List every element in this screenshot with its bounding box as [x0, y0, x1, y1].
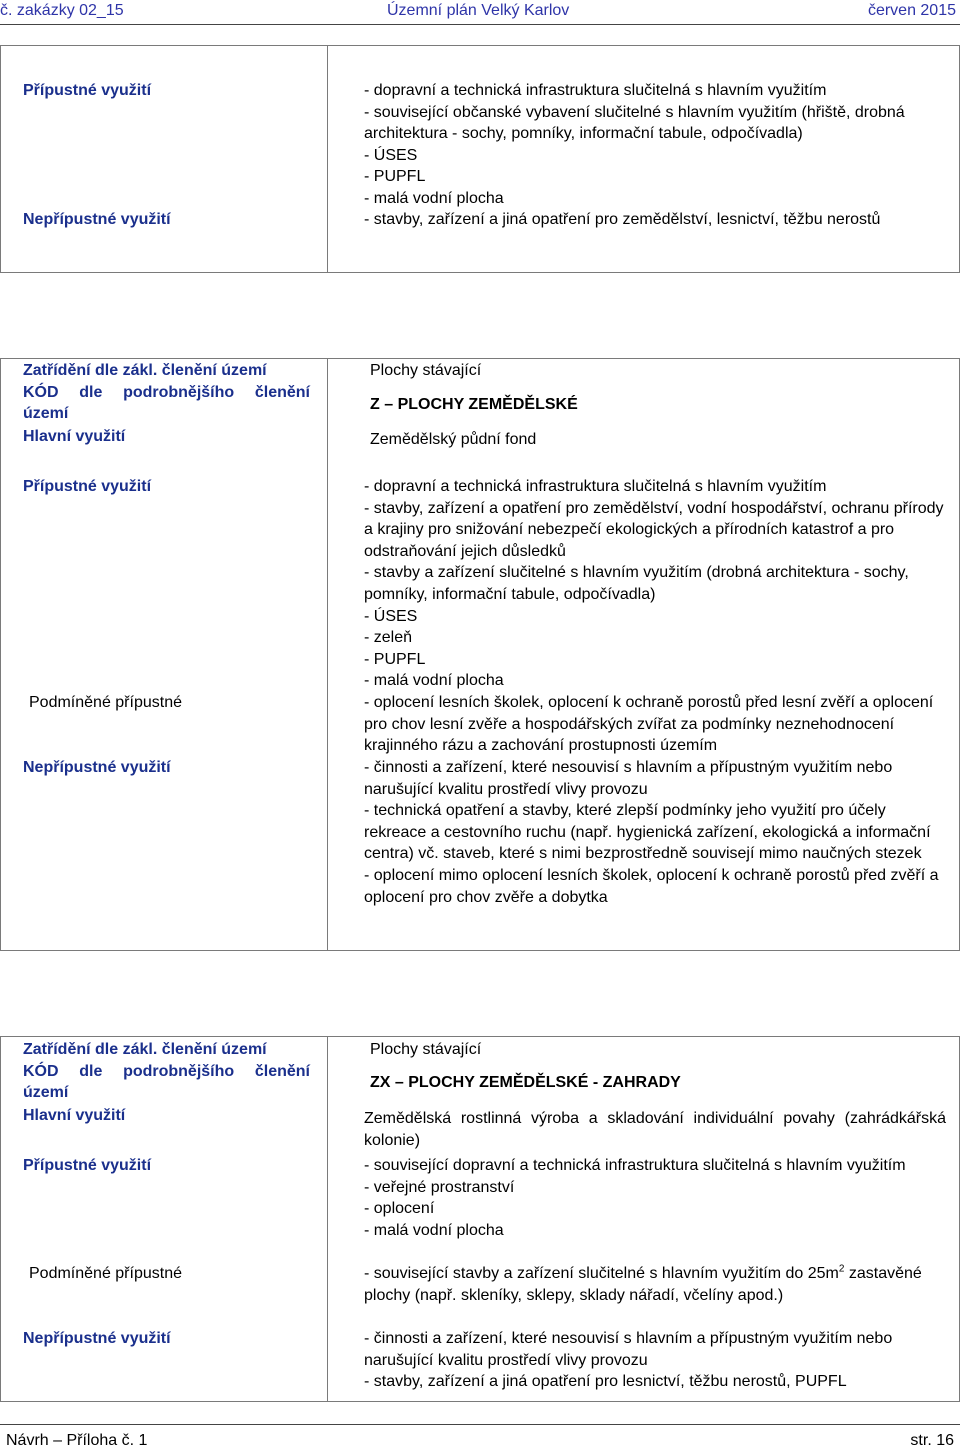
table-block-1 [0, 45, 960, 273]
table-block-2 [0, 358, 960, 951]
value-kod: Z – PLOCHY ZEMĚDĚLSKÉ [370, 396, 578, 413]
column-divider [327, 359, 328, 950]
value-zatrideni: Plochy stávající [370, 362, 482, 379]
label-nepripustne: Nepřípustné využití [23, 1330, 171, 1347]
header-rule [0, 24, 960, 25]
label-nepripustne: Nepřípustné využití [23, 759, 171, 776]
label-hlavni: Hlavní využití [23, 1107, 126, 1124]
label-kod: KÓD dle podrobnějšího členění území [23, 1063, 310, 1101]
value-pripustne: - související dopravní a technická infrastruktura slučitelná s hlavním využitím - veřejné prostranství - oplocení - malá vodní plocha [364, 1157, 906, 1239]
label-nepripustne: Nepřípustné využití [23, 211, 171, 228]
label-podminene: Podmíněné přípustné [29, 1265, 182, 1282]
label-pripustne: Přípustné využití [23, 82, 152, 99]
label-pripustne: Přípustné využití [23, 1157, 152, 1174]
label-hlavni: Hlavní využití [23, 428, 126, 445]
superscript-2: 2 [838, 1263, 845, 1275]
label-zatrideni: Zatřídění dle zákl. členění území [23, 362, 267, 379]
footer-rule [0, 1424, 960, 1425]
value-pripustne: - dopravní a technická infrastruktura slučitelná s hlavním využitím - související občanské vybavení slučitelné s hlavním využitím (hřiště, drobná architektura - sochy, pomníky, informační tabule, odpočívadla) - ÚSES - PUPFL - malá vodní plocha [364, 82, 905, 207]
column-divider [327, 46, 328, 272]
value-hlavni: Zemědělská rostlinná výroba a skladování individuální povahy (zahrádkářská kolonie) [364, 1110, 946, 1149]
value-kod: ZX – PLOCHY ZEMĚDĚLSKÉ - ZAHRADY [370, 1074, 681, 1091]
page-number: str. 16 [910, 1432, 954, 1449]
value-podminene [364, 1263, 939, 1306]
column-divider [327, 1037, 328, 1401]
label-podminene: Podmíněné přípustné [29, 694, 182, 711]
label-kod: KÓD dle podrobnějšího členění území [23, 384, 310, 422]
value-pripustne: - dopravní a technická infrastruktura slučitelná s hlavním využitím - stavby, zařízení a opatření pro zemědělství, vodní hospodářství, ochranu přírody a krajiny pro snižování nebezpečí ekologických a přírodních katastrof a pro odstraňování jejich důsledků - stavby a zařízení slučitelné s hlavním využitím (drobná architektura - sochy, pomníky, informační tabule, odpočívadla) - ÚSES - zeleň - PUPFL - malá vodní plocha [364, 478, 944, 690]
value-hlavni: Zemědělský půdní fond [370, 431, 537, 448]
contract-number: č. zakázky 02_15 [0, 2, 124, 19]
page-header [0, 0, 960, 24]
document-date: červen 2015 [867, 2, 956, 19]
value-nepripustne: - činnosti a zařízení, které nesouvisí s hlavním a přípustným využitím nebo narušující kvalitu prostředí vlivy provozu - technická opatření a stavby, které zlepší podmínky jeho využití pro účely rekreace a cestovního ruchu (např. hygienická zařízení, ekologická a informační centra) vč. staveb, které s nimi bezprostředně souvisejí mimo naučných stezek - oplocení mimo oplocení lesních školek, oplocení k ochraně porostů před zvěří a oplocení pro chov zvěře a dobytka [364, 759, 939, 906]
podminene-text-a: - související stavby a zařízení slučitelné s hlavním využitím do 25m [364, 1265, 839, 1282]
table-block-3 [0, 1036, 960, 1402]
value-nepripustne: - stavby, zařízení a jiná opatření pro zemědělství, lesnictví, těžbu nerostů [364, 211, 881, 228]
podminene-text-b: zastavěné plochy (např. skleníky, sklepy, sklady nářadí, včelíny apod.) [364, 1265, 922, 1304]
value-podminene: - oplocení lesních školek, oplocení k ochraně porostů před lesní zvěří a oplocení pro chov lesní zvěře a hospodářských zvířat za podmínky neznehodnocení krajinného rázu a zachování prostupnosti územím [364, 694, 934, 755]
document-title: Územní plán Velký Karlov [387, 2, 570, 19]
label-zatrideni: Zatřídění dle zákl. členění území [23, 1041, 267, 1058]
value-nepripustne: - činnosti a zařízení, které nesouvisí s hlavním a přípustným využitím nebo narušující kvalitu prostředí vlivy provozu - stavby, zařízení a jiná opatření pro lesnictví, těžbu nerostů, PUPFL [364, 1330, 893, 1391]
footer-attachment: Návrh – Příloha č. 1 [6, 1432, 148, 1449]
label-pripustne: Přípustné využití [23, 478, 152, 495]
value-zatrideni: Plochy stávající [370, 1041, 482, 1058]
